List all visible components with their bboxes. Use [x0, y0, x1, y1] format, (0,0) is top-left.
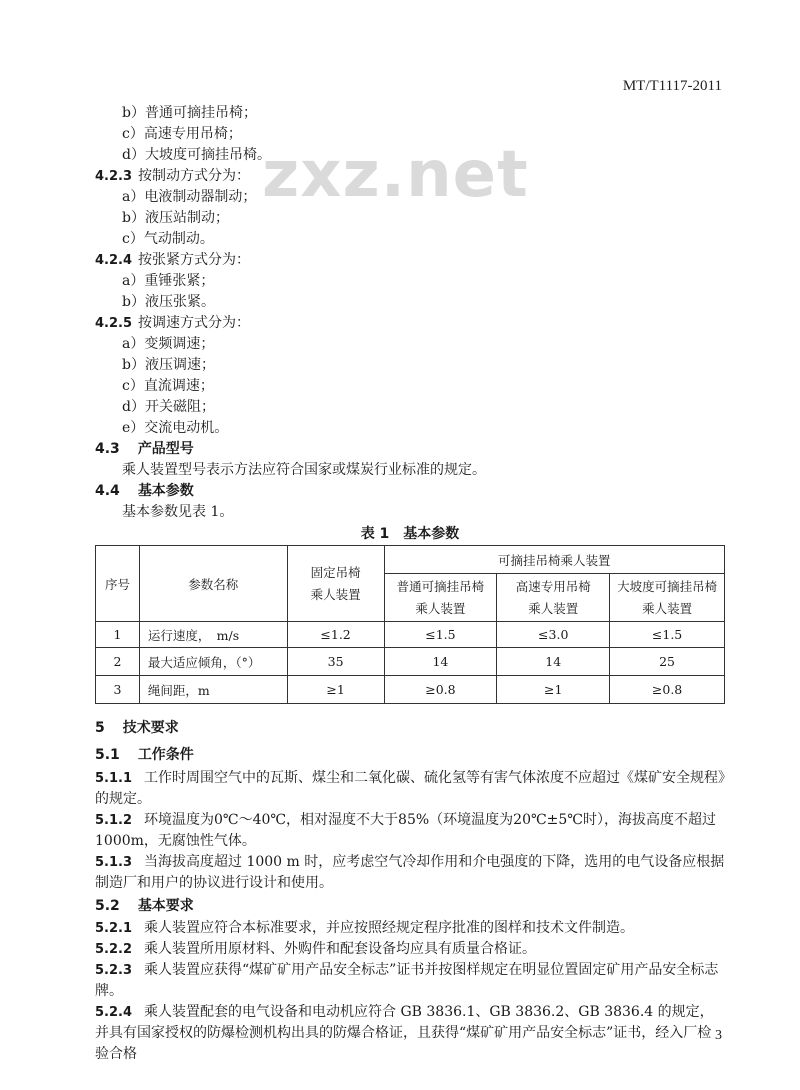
- header-col: 普通可摘挂吊椅 乘人装置: [384, 574, 497, 622]
- list-item: b）普通可摘挂吊椅；: [122, 105, 257, 121]
- header-param: 参数名称: [139, 546, 287, 622]
- list-item: b）液压张紧。: [122, 294, 215, 310]
- clause-4-2-5: 4.2.5 按调速方式分为：: [95, 315, 251, 331]
- cell: 2: [96, 648, 140, 676]
- clause-5-2-2: 5.2.2 乘人装置所用原材料、外购件和配套设备均应具有质量合格证。: [95, 941, 537, 957]
- clause-5-1-3: 5.1.3 当海拔高度超过 1000 m 时，应考虑空气冷却作用和介电强度的下降，选用的电气设备应根据制造厂和用户的协议进行设计和使用。: [95, 854, 725, 891]
- section-4-4-body: 基本参数见表 1。: [122, 504, 234, 520]
- list-item: c）直流调速；: [122, 378, 214, 394]
- list-item: d）开关磁阻；: [122, 399, 215, 415]
- cell: ≥0.8: [610, 676, 725, 704]
- header-group: 可摘挂吊椅乘人装置: [384, 546, 724, 574]
- cell: 14: [384, 648, 497, 676]
- parameters-table: [95, 545, 725, 704]
- cell: ≥0.8: [384, 676, 497, 704]
- section-4-3-body: 乘人装置型号表示方法应符合国家或煤炭行业标准的规定。: [122, 462, 486, 478]
- cell: 35: [287, 648, 384, 676]
- table-row: [96, 676, 725, 704]
- watermark: zxz.net: [262, 138, 529, 212]
- list-item: b）液压站制动；: [122, 210, 229, 226]
- cell: 14: [497, 648, 610, 676]
- clause-5-2-1: 5.2.1 乘人装置应符合本标准要求，并应按照经规定程序批准的图样和技术文件制造。: [95, 920, 635, 936]
- header-seq: 序号: [96, 546, 140, 622]
- document-body: [95, 103, 725, 1065]
- page-number: 3: [715, 1028, 722, 1043]
- clause-4-2-3: 4.2.3 按制动方式分为：: [95, 168, 251, 184]
- cell: 25: [610, 648, 725, 676]
- cell: 1: [96, 622, 140, 648]
- cell: ≤1.5: [610, 622, 725, 648]
- clause-5-2-4: 5.2.4 乘人装置配套的电气设备和电动机应符合 GB 3836.1、GB 3836.2、GB 3836.4 的规定，并具有国家授权的防爆检测机构出具的防爆合格证，且获得“煤矿矿用产品安全标志”证书，经入厂检验合格: [95, 1004, 714, 1062]
- header-col: 大坡度可摘挂吊椅 乘人装置: [610, 574, 725, 622]
- header-col: 高速专用吊椅 乘人装置: [497, 574, 610, 622]
- cell: ≤1.5: [384, 622, 497, 648]
- cell: 绳间距，m: [139, 676, 287, 704]
- cell: 运行速度， m/s: [139, 622, 287, 648]
- header-fixed: 固定吊椅 乘人装置: [287, 546, 384, 622]
- clause-4-2-4: 4.2.4 按张紧方式分为：: [95, 252, 251, 268]
- clause-5-2-3: 5.2.3 乘人装置应获得“煤矿矿用产品安全标志”证书并按图样规定在明显位置固定矿用产品安全标志牌。: [95, 962, 719, 999]
- list-item: a）电液制动器制动；: [122, 189, 257, 205]
- standard-number: MT/T1117-2011: [622, 78, 722, 94]
- section-5-2-heading: 5.2 基本要求: [95, 898, 194, 914]
- section-5-heading: 5 技术要求: [95, 720, 179, 736]
- table-caption: 表 1 基本参数: [360, 526, 460, 542]
- cell: 3: [96, 676, 140, 704]
- cell: ≥1: [497, 676, 610, 704]
- list-item: b）液压调速；: [122, 357, 215, 373]
- table-row: [96, 648, 725, 676]
- list-item: e）交流电动机。: [122, 420, 229, 436]
- section-4-3-heading: 4.3 产品型号: [95, 441, 194, 457]
- cell: ≥1: [287, 676, 384, 704]
- list-item: c）气动制动。: [122, 231, 214, 247]
- section-5-1-heading: 5.1 工作条件: [95, 747, 194, 763]
- list-item: c）高速专用吊椅；: [122, 126, 242, 142]
- list-item: a）变频调速；: [122, 336, 215, 352]
- clause-5-1-1: 5.1.1 工作时周围空气中的瓦斯、煤尘和二氧化碳、硫化氢等有害气体浓度不应超过《煤矿安全规程》的规定。: [95, 770, 726, 807]
- list-item: a）重锤张紧；: [122, 273, 215, 289]
- section-4-4-heading: 4.4 基本参数: [95, 483, 194, 499]
- list-item: d）大坡度可摘挂吊椅。: [122, 147, 271, 163]
- table-row: [96, 622, 725, 648]
- cell: 最大适应倾角，（°）: [139, 648, 287, 676]
- cell: ≤1.2: [287, 622, 384, 648]
- clause-5-1-2: 5.1.2 环境温度为0℃～40℃，相对湿度不大于85%（环境温度为20℃±5℃时），海拔高度不超过1000m，无腐蚀性气体。: [95, 812, 716, 849]
- cell: ≤3.0: [497, 622, 610, 648]
